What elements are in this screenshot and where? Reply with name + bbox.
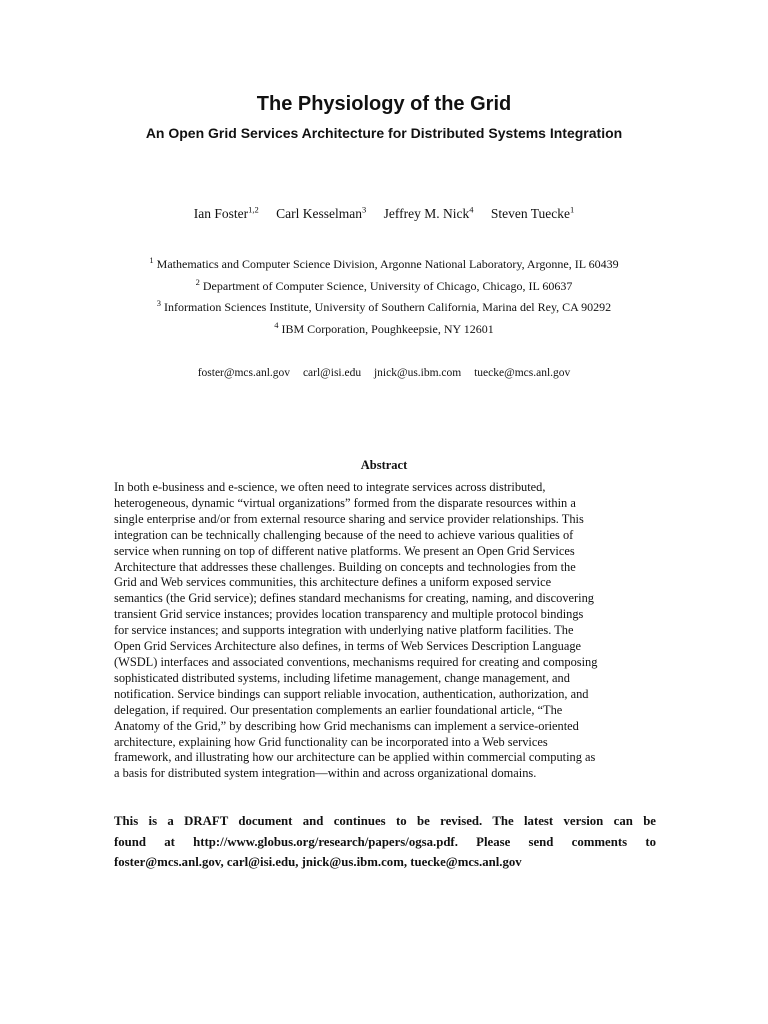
- affiliation: [0, 254, 768, 276]
- author-email[interactable]: jnick@us.ibm.com: [373, 367, 462, 379]
- paper-title: The Physiology of the Grid: [256, 93, 512, 115]
- abstract-line: framework, and illustrating how our architecture can be applied within commercial computing as: [114, 750, 596, 765]
- affiliation: [0, 319, 768, 341]
- author-affiliation-marker: 1: [569, 204, 575, 215]
- affiliation-marker: 4: [274, 319, 279, 330]
- affiliation: [0, 297, 768, 319]
- draft-notice-line: found at http://www.globus.org/research/papers/ogsa.pdf. Please send comments to: [114, 834, 656, 849]
- author: [276, 205, 366, 223]
- draft-notice: [114, 811, 656, 873]
- draft-notice-line: foster@mcs.anl.gov, carl@isi.edu, jnick@us.ibm.com, tuecke@mcs.anl.gov: [114, 855, 522, 869]
- abstract-line: Open Grid Services Architecture also defines, in terms of Web Services Description Language: [114, 639, 582, 654]
- abstract-line: heterogeneous, dynamic “virtual organizations” formed from the disparate resources within a: [114, 495, 576, 510]
- author-affiliation-marker: 4: [469, 204, 474, 215]
- abstract-line: integration can be technically challenging because of the need to achieve various qualities of: [114, 527, 574, 542]
- abstract-line: notification. Service bindings can support reliable invocation, authentication, authorization, and: [114, 686, 589, 701]
- abstract-line: for service instances; and supports integration with underlying native platform facilities. The: [114, 623, 574, 638]
- abstract-line: architecture, explaining how Grid functionality can be incorporated into a Web services: [114, 734, 548, 749]
- author: [491, 205, 574, 223]
- author-email[interactable]: tuecke@mcs.anl.gov: [474, 367, 571, 379]
- abstract-line: Grid and Web services communities, this architecture defines a uniform exposed service: [114, 575, 552, 590]
- abstract-line: service when running on top of different native platforms. We present an Open Grid Services: [114, 543, 575, 558]
- abstract-body: [114, 480, 659, 782]
- abstract-line: In both e-business and e-science, we often need to integrate services across distributed,: [114, 480, 546, 494]
- author: [194, 205, 259, 223]
- abstract-line: Architecture that addresses these challenges. Building on concepts and technologies from the: [114, 559, 576, 574]
- author-affiliation-marker: 1,2: [248, 204, 259, 215]
- author-affiliation-marker: 3: [362, 204, 367, 215]
- affiliation-marker: 1: [149, 255, 154, 265]
- author-email[interactable]: carl@isi.edu: [302, 367, 362, 379]
- author-name: Steven Tuecke: [490, 206, 570, 221]
- abstract-line: transient Grid service instances; provides location transparency and multiple protocol bindings: [114, 607, 584, 622]
- abstract-line: delegation, if required. Our presentation complements an earlier foundational article, “The: [114, 702, 563, 717]
- abstract-line: a basis for distributed system integration—within and across organizational domains.: [114, 766, 537, 781]
- email-list: [0, 365, 768, 381]
- abstract-line: sophisticated distributed systems, including lifetime management, change management, and: [114, 670, 570, 685]
- author-name: Jeffrey M. Nick: [383, 206, 470, 221]
- author-email[interactable]: foster@mcs.anl.gov: [197, 367, 291, 379]
- affiliation-text: IBM Corporation, Poughkeepsie, NY 12601: [281, 321, 494, 336]
- abstract-line: semantics (the Grid service); defines standard mechanisms for creating, naming, and discovering: [114, 591, 594, 606]
- affiliation: [0, 276, 768, 298]
- abstract-line: (WSDL) interfaces and associated conventions, mechanisms required for creating and composing: [114, 654, 598, 669]
- author: [384, 205, 474, 223]
- draft-notice-line: This is a DRAFT document and continues to be revised. The latest version can be: [114, 814, 656, 828]
- affiliation-text: Information Sciences Institute, University of Southern California, Marina del Rey, CA 90292: [164, 300, 612, 314]
- abstract-line: single enterprise and/or from external resource sharing and service provider relationships. This: [114, 511, 584, 526]
- author-name: Carl Kesselman: [276, 206, 362, 221]
- paper-subtitle: An Open Grid Services Architecture for Distributed Systems Integration: [145, 125, 623, 141]
- affiliation-list: [0, 254, 768, 340]
- abstract-line: Anatomy of the Grid,” by describing how Grid mechanisms can implement a service-oriented: [114, 718, 579, 733]
- affiliation-text: Department of Computer Science, University of Chicago, Chicago, IL 60637: [202, 278, 573, 293]
- affiliation-marker: 3: [156, 298, 162, 308]
- author-list: [0, 205, 768, 223]
- abstract-heading: Abstract: [360, 458, 408, 472]
- affiliation-marker: 2: [195, 276, 200, 287]
- author-name: Ian Foster: [193, 206, 249, 221]
- affiliation-text: Mathematics and Computer Science Division, Argonne National Laboratory, Argonne, IL 60439: [156, 257, 619, 271]
